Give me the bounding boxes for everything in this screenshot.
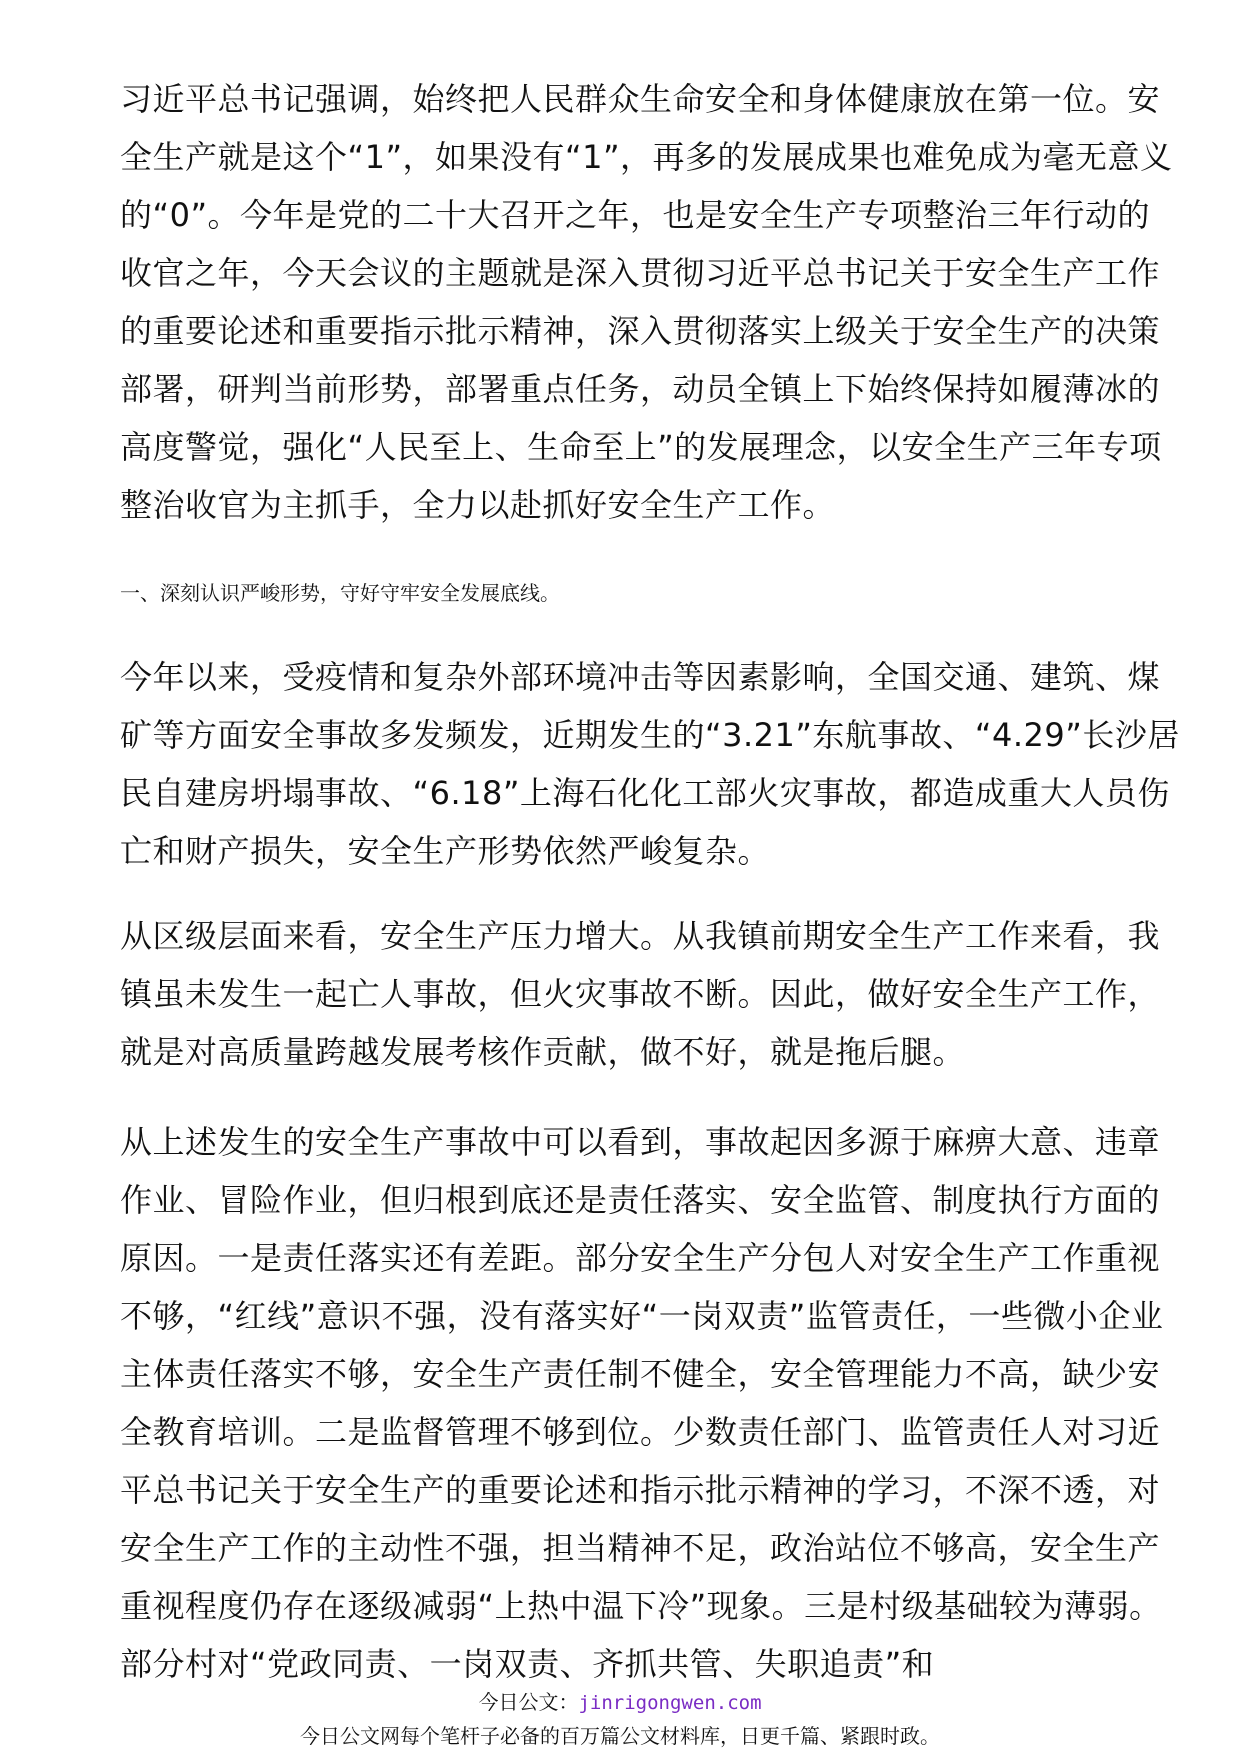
paragraph-district-level: 从区级层面来看，安全生产压力增大。从我镇前期安全生产工作来看，我镇虽未发生一起亡人事故，但火灾事故不断。因此，做好安全生产工作，就是对高质量跨越发展考核作贡献，做不好，就是拖后腿。	[120, 917, 1161, 1071]
footer-source	[0, 1688, 1240, 1717]
section-heading-1: 一、深刻认识严峻形势，守好守牢安全发展底线。	[120, 581, 560, 605]
footer-url-link[interactable]: jinrigongwen.com	[578, 1692, 762, 1714]
paragraph-intro: 习近平总书记强调，始终把人民群众生命安全和身体健康放在第一位。安全生产就是这个“1”，如果没有“1”，再多的发展成果也难免成为毫无意义的“0”。今年是党的二十大召开之年，也是安全生产专项整治三年行动的收官之年，今天会议的主题就是深入贯彻习近平总书记关于安全生产工作的重要论述和重要指示批示精神，深入贯彻落实上级关于安全生产的决策部署，研判当前形势，部署重点任务，动员全镇上下始终保持如履薄冰的高度警觉，强化“人民至上、生命至上”的发展理念，以安全生产三年专项整治收官为主抓手，全力以赴抓好安全生产工作。	[120, 80, 1173, 524]
paragraph-causes: 从上述发生的安全生产事故中可以看到，事故起因多源于麻痹大意、违章作业、冒险作业，但归根到底还是责任落实、安全监管、制度执行方面的原因。一是责任落实还有差距。部分安全生产分包人对安全生产工作重视不够，“红线”意识不强，没有落实好“一岗双责”监管责任，一些微小企业主体责任落实不够，安全生产责任制不健全，安全管理能力不高，缺少安全教育培训。二是监督管理不够到位。少数责任部门、监管责任人对习近平总书记关于安全生产的重要论述和指示批示精神的学习，不深不透，对安全生产工作的主动性不强，担当精神不足，政治站位不够高，安全生产重视程度仍存在逐级减弱“上热中温下冷”现象。三是村级基础较为薄弱。部分村对“党政同责、一岗双责、齐抓共管、失职追责”和	[120, 1123, 1164, 1683]
footer-tagline: 今日公文网每个笔杆子必备的百万篇公文材料库，日更千篇、紧跟时政。	[300, 1724, 940, 1748]
paragraph-situation: 今年以来，受疫情和复杂外部环境冲击等因素影响，全国交通、建筑、煤矿等方面安全事故多发频发，近期发生的“3.21”东航事故、“4.29”长沙居民自建房坍塌事故、“6.18”上海石化化工部火灾事故，都造成重大人员伤亡和财产损失，安全生产形势依然严峻复杂。	[120, 658, 1180, 870]
footer-label: 今日公文：	[478, 1690, 579, 1714]
